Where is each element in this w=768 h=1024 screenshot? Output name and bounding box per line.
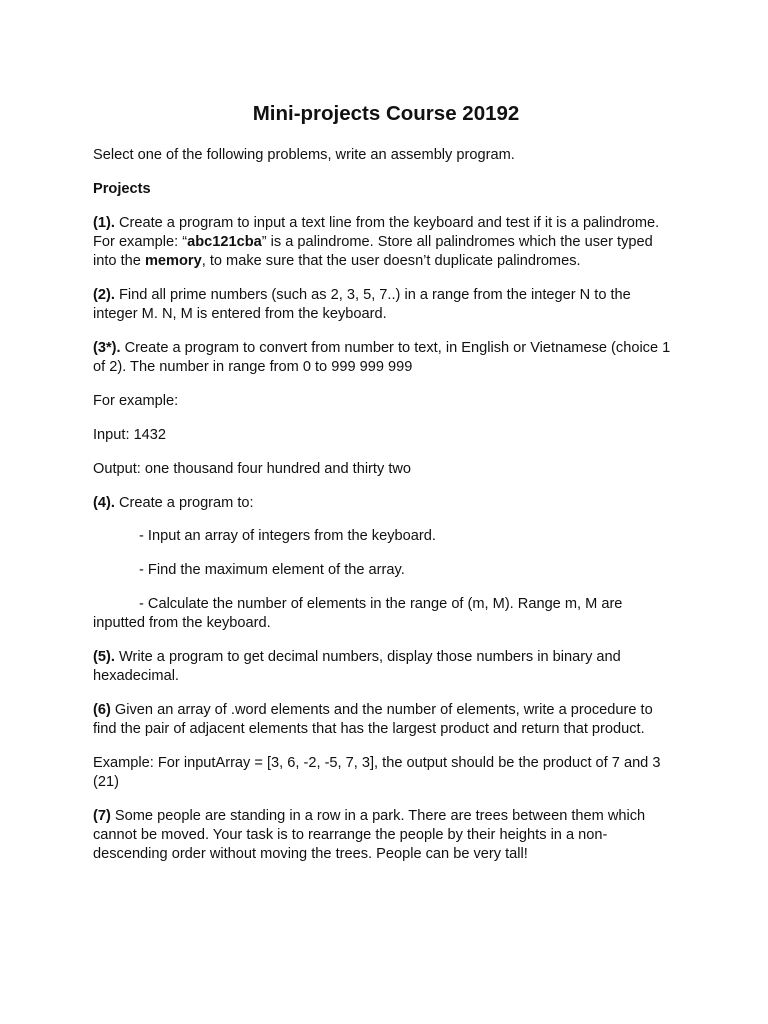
- project-1-example: abc121cba: [187, 234, 262, 251]
- project-7-number: (7): [93, 807, 111, 824]
- example-output: Output: one thousand four hundred and thirty two: [93, 460, 412, 477]
- project-2: [93, 286, 675, 324]
- project-4-item-1: - Input an array of integers from the keyboard.: [139, 528, 436, 545]
- project-5: [93, 648, 675, 686]
- project-4-text: Create a program to:: [114, 494, 254, 511]
- example-input: Input: 1432: [93, 427, 167, 443]
- project-6-number: (6): [93, 701, 111, 718]
- project-7-text: Some people are standing in a row in a park. There are trees between them which cannot be moved. Your task is to rearrange the people by their heights in a non-descending order without moving the trees. People can be very tall!: [93, 807, 646, 863]
- project-6-text: Given an array of .word elements and the number of elements, write a procedure to find the pair of adjacent elements that has the largest product and return that product.: [93, 701, 653, 738]
- project-2-number: (2).: [93, 287, 115, 304]
- project-1-memory: memory: [144, 253, 202, 270]
- document-page: [93, 100, 675, 879]
- project-6: [93, 701, 675, 739]
- project-1-text-a: Create a program to input a text line from the keyboard and test if it is a palindrome. For example: “: [93, 215, 660, 251]
- projects-heading: Projects: [93, 180, 151, 197]
- project-5-text: Write a program to get decimal numbers, display those numbers in binary and hexadecimal.: [93, 648, 621, 685]
- project-2-text: Find all prime numbers (such as 2, 3, 5, 7..) in a range from the integer N to the integer M. N, M is entered from the keyboard.: [93, 287, 631, 323]
- project-7: [93, 807, 675, 865]
- project-4-number: (4).: [93, 494, 115, 511]
- project-4-item-2: - Find the maximum element of the array.: [139, 562, 405, 579]
- project-4-item-3: - Calculate the number of elements in the range of (m, M). Range m, M are inputted from the keyboard.: [93, 595, 623, 632]
- intro-text: Select one of the following problems, write an assembly program.: [93, 147, 515, 163]
- project-3-number: (3*).: [93, 340, 121, 357]
- project-5-number: (5).: [93, 648, 115, 665]
- project-1-number: (1).: [93, 215, 115, 231]
- project-1-text-b: ” is a palindrome. Store all palindromes which the user typed into the: [93, 234, 653, 270]
- for-example-label: For example:: [93, 393, 179, 410]
- project-1-text-c: , to make sure that the user doesn’t duplicate palindromes.: [201, 253, 581, 270]
- project-4: [93, 494, 675, 513]
- project-6-example: Example: For inputArray = [3, 6, -2, -5, 7, 3], the output should be the product of 7 and 3 (21): [93, 754, 661, 791]
- project-3-text: Create a program to convert from number to text, in English or Vietnamese (choice 1 of 2). The number in range from 0 to 999 999 999: [93, 340, 671, 376]
- project-3: [93, 339, 675, 377]
- document-title: Mini-projects Course 20192: [252, 102, 520, 125]
- project-1: [93, 214, 675, 272]
